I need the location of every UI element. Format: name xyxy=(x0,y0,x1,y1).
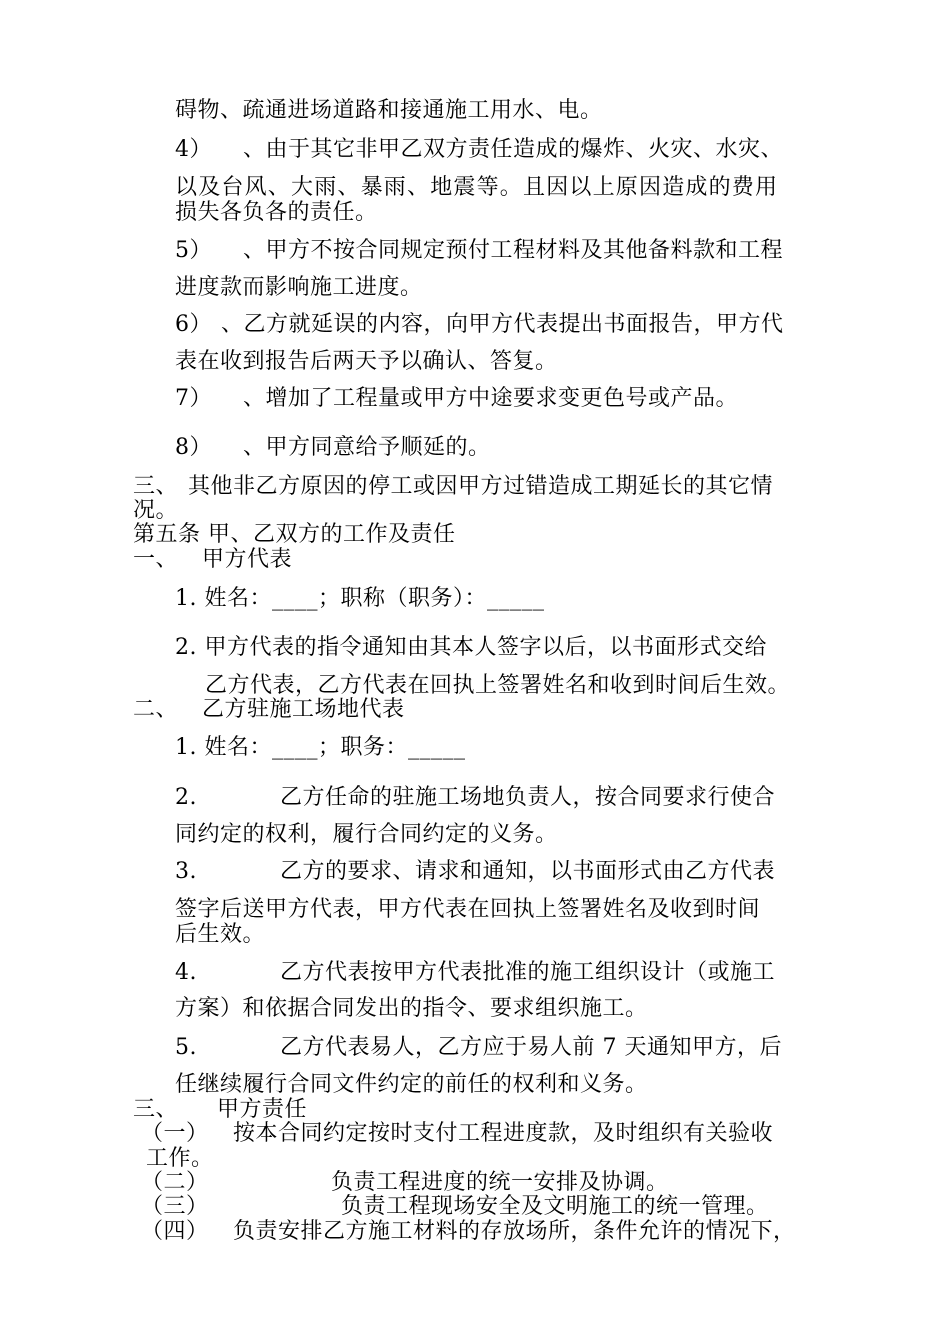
item-number: （三） xyxy=(141,1194,209,1219)
text-line: 、由于其它非甲乙双方责任造成的爆炸、火灾、水灾、 xyxy=(243,137,784,162)
text-line: 乙方代表按甲方代表批准的施工组织设计（或施工 xyxy=(280,960,776,985)
list-number: 7） xyxy=(175,386,212,411)
section-heading: 甲方代表 xyxy=(202,547,293,572)
list-number: 4. xyxy=(175,960,197,985)
article-heading: 第五条 甲、乙双方的工作及责任 xyxy=(133,522,456,547)
text-line: 2. 甲方代表的指令通知由其本人签字以后，以书面形式交给 xyxy=(175,635,767,660)
text-line: 、增加了工程量或甲方中途要求变更色号或产品。 xyxy=(243,386,739,411)
list-number: 4） xyxy=(175,137,212,162)
list-number: 5. xyxy=(175,1035,197,1060)
item-number: （二） xyxy=(141,1170,209,1195)
text-line: 同约定的权利，履行合同约定的义务。 xyxy=(175,822,558,847)
text-line: 按本合同约定按时支付工程进度款，及时组织有关验收 xyxy=(233,1121,774,1146)
text-line: 损失各负各的责任。 xyxy=(175,200,378,225)
text-line: 进度款而影响施工进度。 xyxy=(175,275,423,300)
list-number: 3. xyxy=(175,859,197,884)
text-line: 方案）和依据合同发出的指令、要求组织施工。 xyxy=(175,996,648,1021)
form-line: 1. 姓名：____；职务：_____ xyxy=(175,735,466,760)
text-line: 后生效。 xyxy=(175,922,266,947)
text-line: 任继续履行合同文件约定的前任的权利和义务。 xyxy=(175,1072,648,1097)
form-line: 1. 姓名：____；职称（职务）：_____ xyxy=(175,586,545,611)
text-line: 负责工程进度的统一安排及协调。 xyxy=(331,1170,669,1195)
list-number: 6） xyxy=(175,312,212,337)
text-line: 负责工程现场安全及文明施工的统一管理。 xyxy=(341,1194,769,1219)
text-line: 乙方代表易人，乙方应于易人前 7 天通知甲方，后 xyxy=(280,1035,782,1060)
text-line: 乙方的要求、请求和通知，以书面形式由乙方代表 xyxy=(280,859,776,884)
item-number: （四） xyxy=(141,1219,209,1244)
text-line: 签字后送甲方代表，甲方代表在回执上签署姓名及收到时间 xyxy=(175,897,761,922)
text-line: 乙方代表，乙方代表在回执上签署姓名和收到时间后生效。 xyxy=(205,673,791,698)
list-number: 5） xyxy=(175,238,212,263)
text-line: 乙方任命的驻施工场地负责人，按合同要求行使合 xyxy=(280,785,776,810)
section-heading: 乙方驻施工场地代表 xyxy=(202,697,405,722)
section-number: 二、 xyxy=(133,697,179,722)
text-line: 、甲方不按合同规定预付工程材料及其他备料款和工程 xyxy=(243,238,784,263)
section-number: 三、 xyxy=(133,1097,179,1122)
text-line: 、甲方同意给予顺延的。 xyxy=(243,435,491,460)
section-number: 一、 xyxy=(133,547,179,572)
text-line: 工作。 xyxy=(146,1146,214,1171)
text-line: 以及台风、大雨、暴雨、地震等。且因以上原因造成的费用 xyxy=(175,175,779,200)
text-line: 其他非乙方原因的停工或因甲方过错造成工期延长的其它情 xyxy=(188,474,774,499)
list-number: 2. xyxy=(175,785,197,810)
text-line: 、乙方就延误的内容，向甲方代表提出书面报告，甲方代 xyxy=(221,312,784,337)
text-line: 表在收到报告后两天予以确认、答复。 xyxy=(175,349,558,374)
list-number: 8） xyxy=(175,435,212,460)
text-line: 负责安排乙方施工材料的存放场所，条件允许的情况下， xyxy=(233,1219,796,1244)
text-line: 碍物、疏通进场道路和接通施工用水、电。 xyxy=(175,98,603,123)
section-number: 三、 xyxy=(133,474,179,499)
text-line: 况。 xyxy=(133,498,179,523)
section-heading: 甲方责任 xyxy=(217,1097,308,1122)
item-number: （一） xyxy=(141,1121,209,1146)
